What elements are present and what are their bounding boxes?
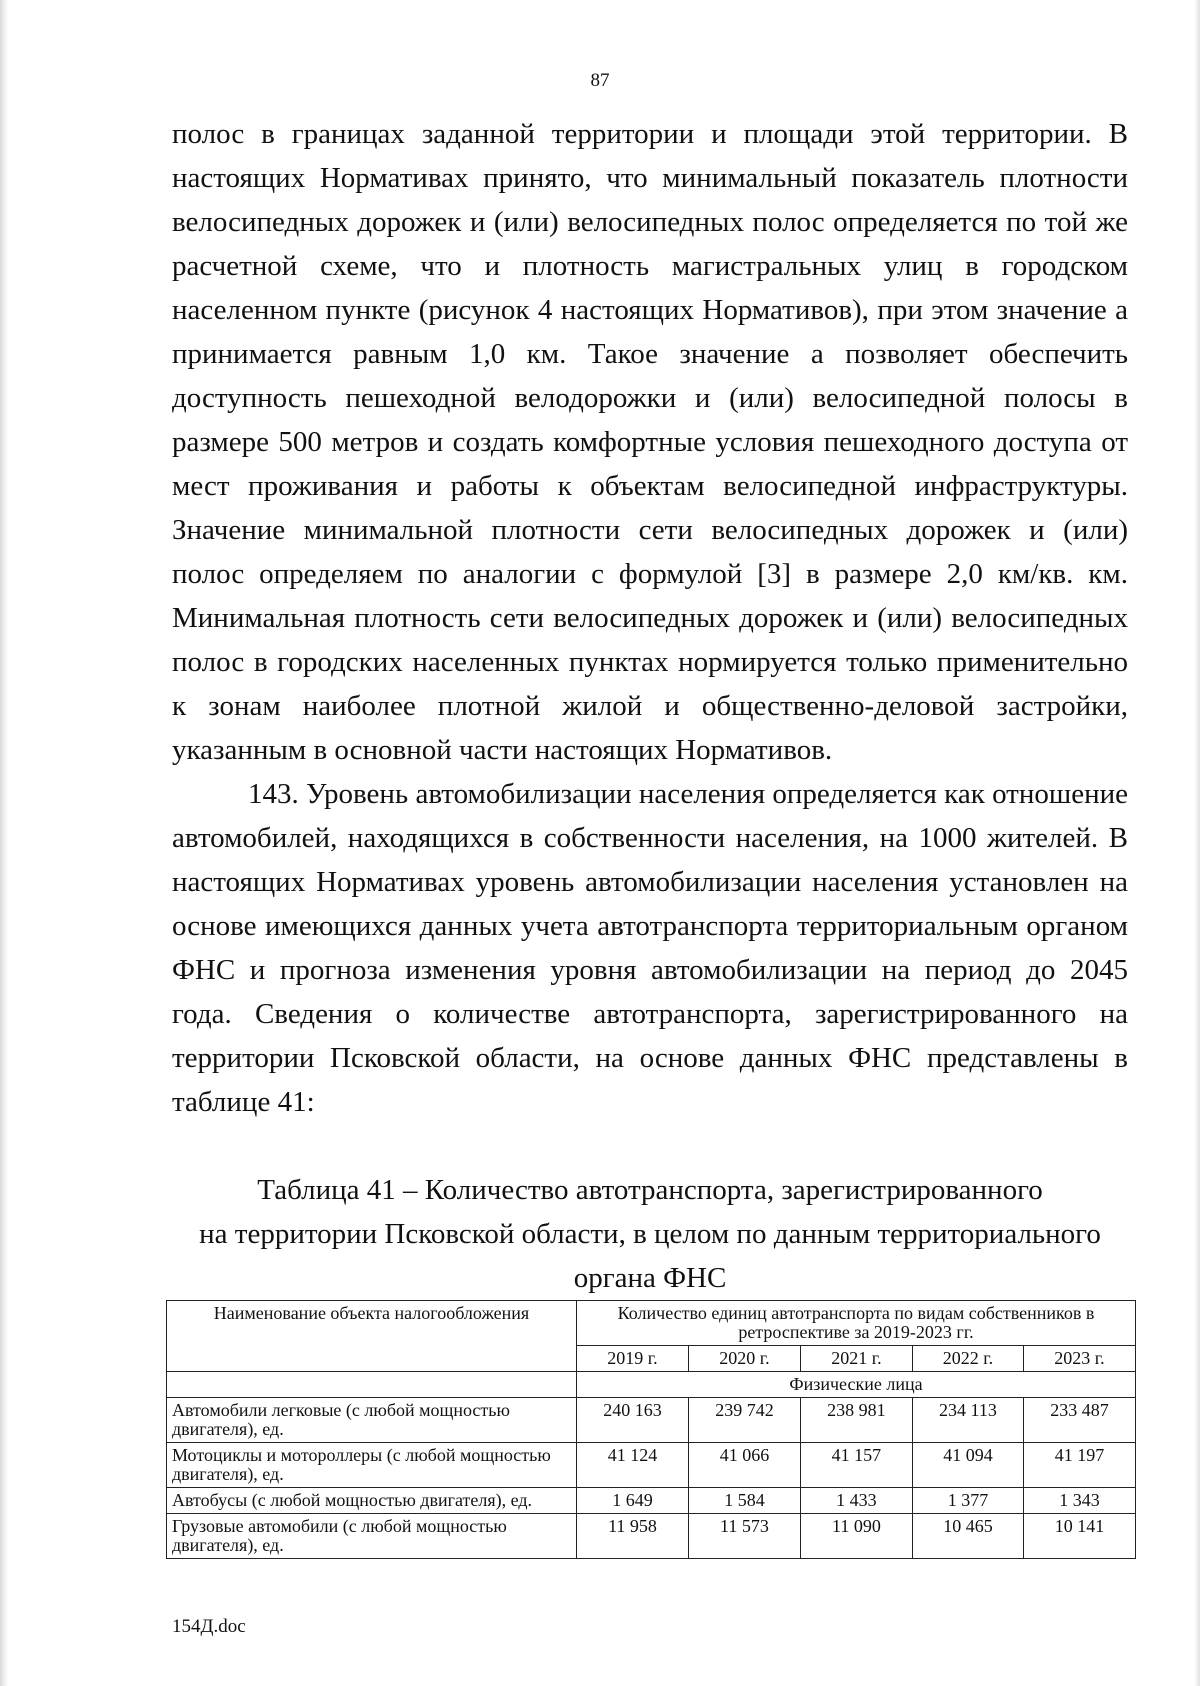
table-row bbox=[167, 1443, 1136, 1488]
row-value: 1 649 bbox=[577, 1488, 689, 1514]
header-year: 2022 г. bbox=[912, 1346, 1023, 1372]
header-object-name: Наименование объекта налогообложения bbox=[167, 1301, 577, 1372]
row-name: Мотоциклы и мотороллеры (с любой мощностью двигателя), ед. bbox=[167, 1443, 577, 1488]
row-value: 239 742 bbox=[688, 1398, 800, 1443]
table-caption-line-1: Таблица 41 – Количество автотранспорта, зарегистрированного bbox=[257, 1174, 1043, 1206]
row-name: Автобусы (с любой мощностью двигателя), ед. bbox=[167, 1488, 577, 1514]
page-number: 87 bbox=[590, 70, 610, 91]
paragraph-1: полос в границах заданной территории и площади этой территории. В настоящих Нормативах принято, что минимальный показатель плотности велосипедных дорожек и (или) велосипедных полос определяется по той же расчетной схеме, что и плотность магистральных улиц в городском населенном пункте (рисунок 4 настоящих Нормативов), при этом значение a принимается равным 1,0 км. Такое значение a позволяет обеспечить доступность пешеходной велодорожки и (или) велосипедной полосы в размере 500 метров и создать комфортные условия пешеходного доступа от мест проживания и работы к объектам велосипедной инфраструктуры. Значение минимальной плотности сети велосипедных дорожек и (или) полос определяем по аналогии с формулой [3] в размере 2,0 км/кв. км. Минимальная плотность сети велосипедных дорожек и (или) велосипедных полос в городских населенных пунктах нормируется только применительно к зонам наиболее плотной жилой и общественно-деловой застройки, указанным в основной части настоящих Нормативов. bbox=[172, 118, 1128, 766]
header-group: Количество единиц автотранспорта по видам собственников в ретроспективе за 2019-2023 гг. bbox=[577, 1301, 1136, 1346]
row-value: 1 584 bbox=[688, 1488, 800, 1514]
row-name: Автомобили легковые (с любой мощностью двигателя), ед. bbox=[167, 1398, 577, 1443]
row-value: 11 958 bbox=[577, 1514, 689, 1559]
row-value: 41 066 bbox=[688, 1443, 800, 1488]
section-empty-cell bbox=[167, 1372, 577, 1398]
header-year: 2021 г. bbox=[800, 1346, 912, 1372]
header-year: 2020 г. bbox=[688, 1346, 800, 1372]
header-year: 2023 г. bbox=[1023, 1346, 1135, 1372]
table-section-row bbox=[167, 1372, 1136, 1398]
row-value: 1 433 bbox=[800, 1488, 912, 1514]
scan-edge-left bbox=[0, 0, 8, 1686]
table-row bbox=[167, 1488, 1136, 1514]
table-header-row bbox=[167, 1301, 1136, 1346]
row-value: 41 124 bbox=[577, 1443, 689, 1488]
row-value: 240 163 bbox=[577, 1398, 689, 1443]
row-name: Грузовые автомобили (с любой мощностью двигателя), ед. bbox=[167, 1514, 577, 1559]
scan-edge-right bbox=[1194, 0, 1200, 1686]
table-row bbox=[167, 1398, 1136, 1443]
table-caption-line-3: органа ФНС bbox=[573, 1262, 727, 1294]
row-value: 41 197 bbox=[1023, 1443, 1135, 1488]
row-value: 11 090 bbox=[800, 1514, 912, 1559]
row-value: 10 465 bbox=[912, 1514, 1023, 1559]
section-label: Физические лица bbox=[577, 1372, 1136, 1398]
row-value: 1 343 bbox=[1023, 1488, 1135, 1514]
footer-filename: 154Д.doc bbox=[172, 1616, 246, 1637]
table-caption bbox=[172, 1168, 1128, 1300]
row-value: 11 573 bbox=[688, 1514, 800, 1559]
row-value: 10 141 bbox=[1023, 1514, 1135, 1559]
row-value: 238 981 bbox=[800, 1398, 912, 1443]
vehicle-table bbox=[166, 1300, 1136, 1559]
paragraph-143: 143. Уровень автомобилизации населения определяется как отношение автомобилей, находящихся в собственности населения, на 1000 жителей. В настоящих Нормативах уровень автомобилизации населения установлен на основе имеющихся данных учета автотранспорта территориальным органом ФНС и прогноза изменения уровня автомобилизации на период до 2045 года. Сведения о количестве автотранспорта, зарегистрированного на территории Псковской области, на основе данных ФНС представлены в таблице 41: bbox=[172, 778, 1128, 1118]
body-text bbox=[172, 112, 1128, 1124]
row-value: 233 487 bbox=[1023, 1398, 1135, 1443]
table-row bbox=[167, 1514, 1136, 1559]
row-value: 1 377 bbox=[912, 1488, 1023, 1514]
row-value: 41 157 bbox=[800, 1443, 912, 1488]
row-value: 234 113 bbox=[912, 1398, 1023, 1443]
row-value: 41 094 bbox=[912, 1443, 1023, 1488]
header-year: 2019 г. bbox=[577, 1346, 689, 1372]
table-caption-line-2: на территории Псковской области, в целом по данным территориального bbox=[199, 1218, 1101, 1250]
